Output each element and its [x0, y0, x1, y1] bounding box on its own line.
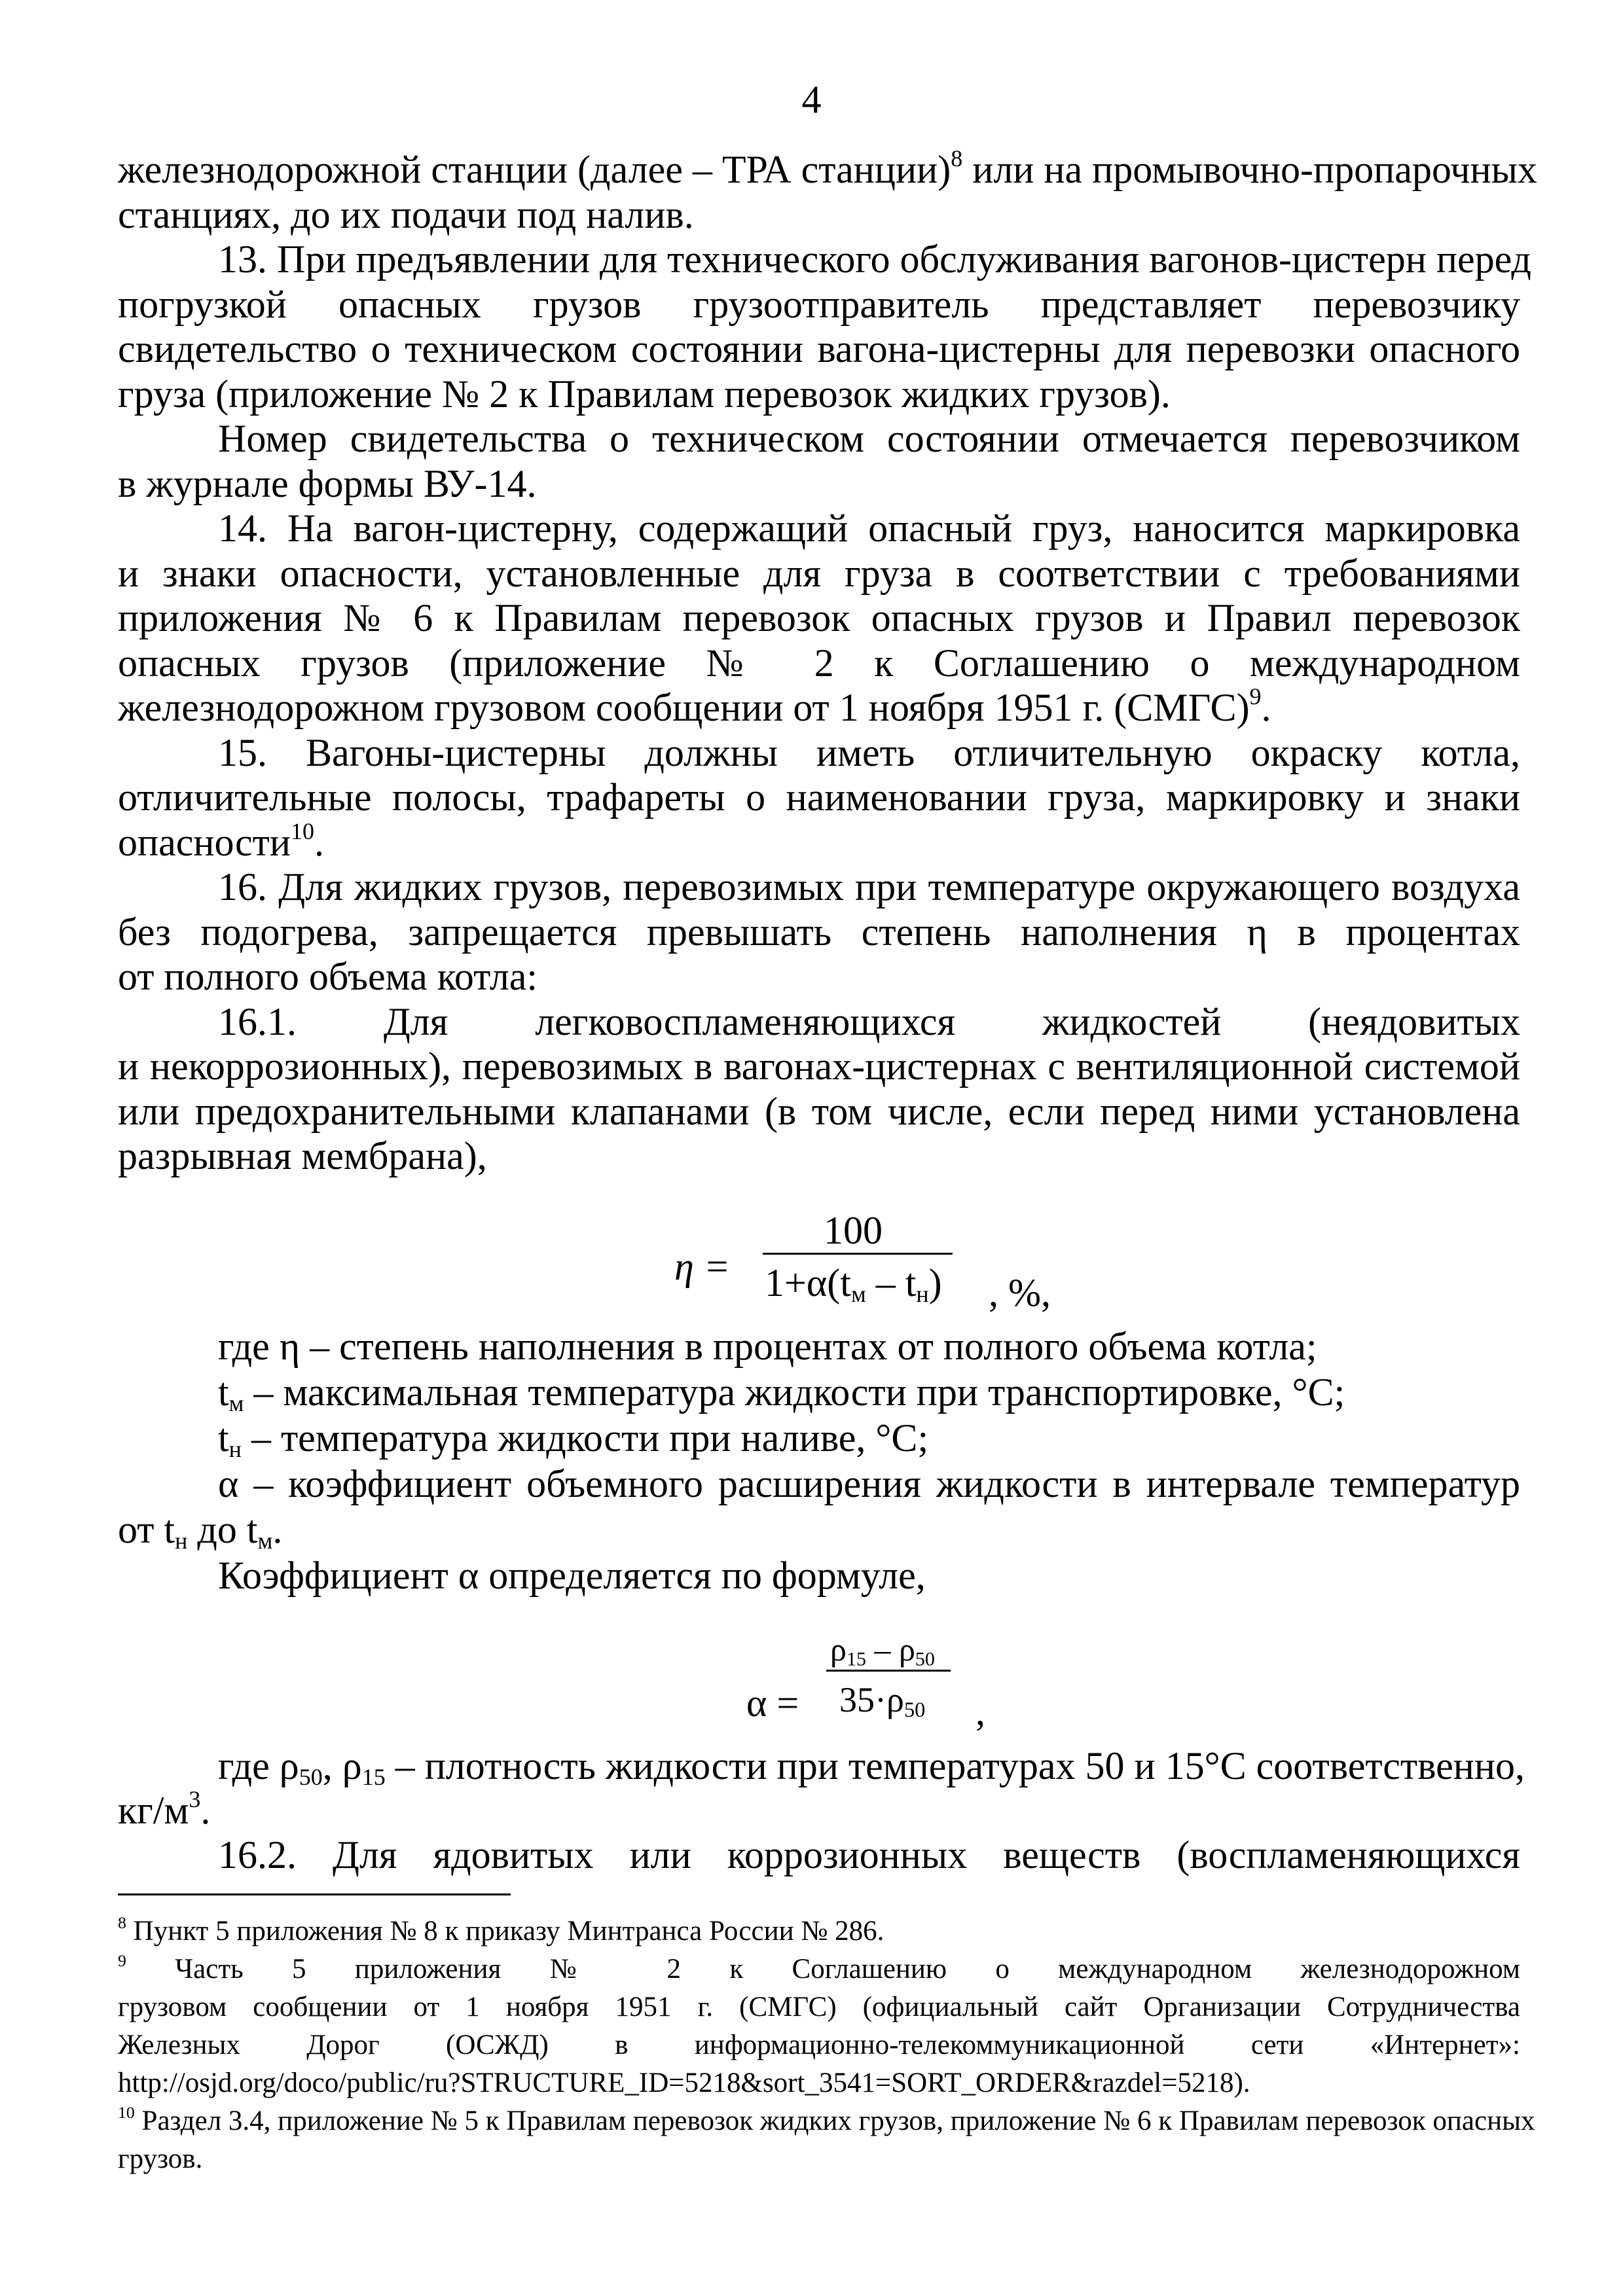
text-line: Железных Дорог (ОСЖД) в информационно-телекоммуникационной сети «Интернет»: — [118, 2030, 1520, 2060]
text: ρ — [830, 1631, 847, 1668]
footnote-ref-8[interactable]: 8 — [951, 145, 963, 171]
text-line — [118, 1369, 1520, 1415]
text: – t — [866, 1261, 917, 1304]
text: . — [314, 820, 324, 864]
footnote-number: 8 — [118, 1912, 126, 1932]
footnote-8 — [118, 1912, 1520, 1950]
text-line — [118, 1415, 1520, 1461]
text-line: α – коэффициент объемного расширения жидкости в интервале температур — [218, 1462, 1520, 1505]
text: или на промывочно-пропарочных — [962, 148, 1537, 191]
text-line: грузовом сообщении от 1 ноября 1951 г. (СМГС) (официальный сайт Организации Сотрудничества — [118, 1992, 1520, 2022]
body-text-bottom — [118, 1744, 1525, 1877]
text: Раздел 3.4, приложение № 5 к Правилам перевозок жидких грузов, приложение № 6 к Правилам перевозок опасных — [134, 2106, 1535, 2136]
text-line: отличительные полосы, трафареты о наименовании груза, маркировку и знаки — [118, 776, 1520, 819]
footnote-link[interactable]: http://osjd.org/doco/public/ru?STRUCTURE_ID=5218&sort_3541=SORT_ORDER&razdel=5218). — [118, 2068, 1250, 2098]
text-line: приложения № 6 к Правилам перевозок опасных грузов и Правил перевозок — [118, 596, 1520, 639]
paragraph-16-2: 16.2. Для ядовитых или коррозионных веществ (воспламеняющихся — [218, 1833, 1520, 1876]
text-line: разрывная мембрана), — [118, 1134, 487, 1177]
text-line: груза (приложение № 2 к Правилам перевозок жидких грузов). — [118, 372, 1171, 416]
text-line — [118, 685, 1520, 730]
text: 15 — [846, 1648, 866, 1670]
footnote-number: 9 — [118, 1950, 126, 1970]
text: , ρ — [322, 1744, 362, 1787]
text-line — [118, 1507, 1520, 1552]
formula-denominator — [765, 1261, 942, 1307]
formula-lhs: α = — [746, 1681, 799, 1725]
text: – температура жидкости при наливе, °С; — [241, 1416, 929, 1460]
paragraph-14: 14. На вагон-цистерну, содержащий опасный груз, наносится маркировка — [218, 507, 1520, 550]
footnotes — [118, 1912, 1535, 2178]
text: t — [218, 1371, 229, 1414]
text-line — [118, 145, 1537, 192]
text-line: опасных грузов (приложение № 2 к Соглашению о международном — [118, 641, 1520, 685]
text: Пункт 5 приложения № 8 к приказу Минтранса России № 286. — [126, 1916, 884, 1946]
text-line: без подогрева, запрещается превышать степень наполнения η в процентах — [118, 910, 1520, 954]
text: t — [218, 1416, 229, 1460]
text-line: и некоррозионных), перевозимых в вагонах-цистернах с вентиляционной системой — [118, 1045, 1520, 1088]
text-line: Коэффициент α определяется по формуле, — [218, 1554, 926, 1597]
text: до t — [187, 1508, 258, 1551]
formula-denominator — [839, 1680, 926, 1723]
text-line: погрузкой опасных грузов грузоотправитель представляет перевозчику — [118, 282, 1520, 326]
footnote-separator — [118, 1893, 511, 1895]
text: 50 — [903, 1698, 926, 1723]
text: 50 — [299, 1764, 323, 1790]
text: кг/м — [118, 1789, 189, 1832]
text: н — [916, 1281, 929, 1307]
text: м — [257, 1528, 273, 1554]
text: . — [1261, 686, 1271, 729]
formula-numerator: 100 — [824, 1209, 883, 1252]
text: 35·ρ — [839, 1680, 904, 1719]
footnote-9 — [118, 1950, 1520, 1988]
fraction-bar — [763, 1253, 953, 1255]
text: железнодорожной станции (далее – ТРА станции) — [118, 148, 951, 191]
text-line: грузов. — [118, 2144, 203, 2174]
text: . — [200, 1789, 211, 1832]
formula-numerator — [830, 1631, 935, 1670]
text: – плотность жидкости при температурах 50 и 15°С соответственно, — [385, 1744, 1525, 1787]
text-line — [118, 817, 1520, 865]
text-line: в журнале формы ВУ-14. — [118, 461, 537, 505]
text-line: станциях, до их подачи под налив. — [118, 192, 694, 236]
text-line: свидетельство о техническом состоянии вагона-цистерны для перевозки опасного — [118, 327, 1520, 370]
text: Часть 5 приложения № 2 к Соглашению о международном железнодорожном — [126, 1954, 1520, 1984]
text: – ρ — [866, 1631, 915, 1668]
footnote-number: 10 — [118, 2102, 135, 2122]
paragraph-16-1: 16.1. Для легковоспламеняющихся жидкостей (неядовитых — [218, 999, 1520, 1043]
text: . — [272, 1508, 283, 1551]
text-line: где η – степень наполнения в процентах от полного объема котла; — [218, 1325, 1317, 1368]
paragraph-16: 16. Для жидких грузов, перевозимых при температуре окружающего воздуха — [218, 865, 1520, 908]
body-text-top — [118, 145, 1537, 1179]
text: м — [228, 1390, 244, 1416]
formula-lhs: η = — [674, 1245, 731, 1288]
footnote-10 — [118, 2102, 1535, 2140]
text: н — [228, 1436, 242, 1462]
text: м — [850, 1281, 866, 1307]
text: 1+α(t — [765, 1261, 851, 1304]
text: железнодорожном грузовом сообщении от 1 ноября 1951 г. (СМГС) — [118, 686, 1250, 729]
text-line — [118, 1785, 1520, 1833]
text: от t — [118, 1508, 175, 1551]
text: ) — [928, 1261, 942, 1304]
text: 50 — [915, 1648, 935, 1670]
fraction-bar — [826, 1670, 951, 1672]
body-text-middle — [118, 1323, 1520, 1598]
text: 15 — [361, 1764, 386, 1790]
formula-suffix: , — [976, 1690, 985, 1733]
footnote-ref-10[interactable]: 10 — [290, 817, 314, 844]
footnote-ref-9[interactable]: 9 — [1249, 683, 1262, 709]
paragraph-15: 15. Вагоны-цистерны должны иметь отличительную окраску котла, — [218, 730, 1520, 774]
text-line: или предохранительными клапанами (в том числе, если перед ними установлена — [118, 1089, 1520, 1133]
page-number: 4 — [801, 78, 822, 121]
text: опасности — [118, 820, 291, 864]
text: 3 — [189, 1785, 201, 1812]
text: н — [175, 1528, 188, 1554]
formula-suffix: , %, — [989, 1271, 1051, 1314]
text: где ρ — [218, 1744, 299, 1787]
text-line — [118, 1744, 1525, 1790]
text-line: Номер свидетельства о техническом состоянии отмечается перевозчиком — [218, 417, 1520, 460]
paragraph-13: 13. При предъявлении для технического обслуживания вагонов-цистерн перед — [218, 238, 1531, 281]
text-line: от полного объема котла: — [118, 955, 538, 998]
text: – максимальная температура жидкости при транспортировке, °С; — [244, 1371, 1345, 1414]
text-line: и знаки опасности, установленные для груза в соответствии с требованиями — [118, 551, 1520, 595]
